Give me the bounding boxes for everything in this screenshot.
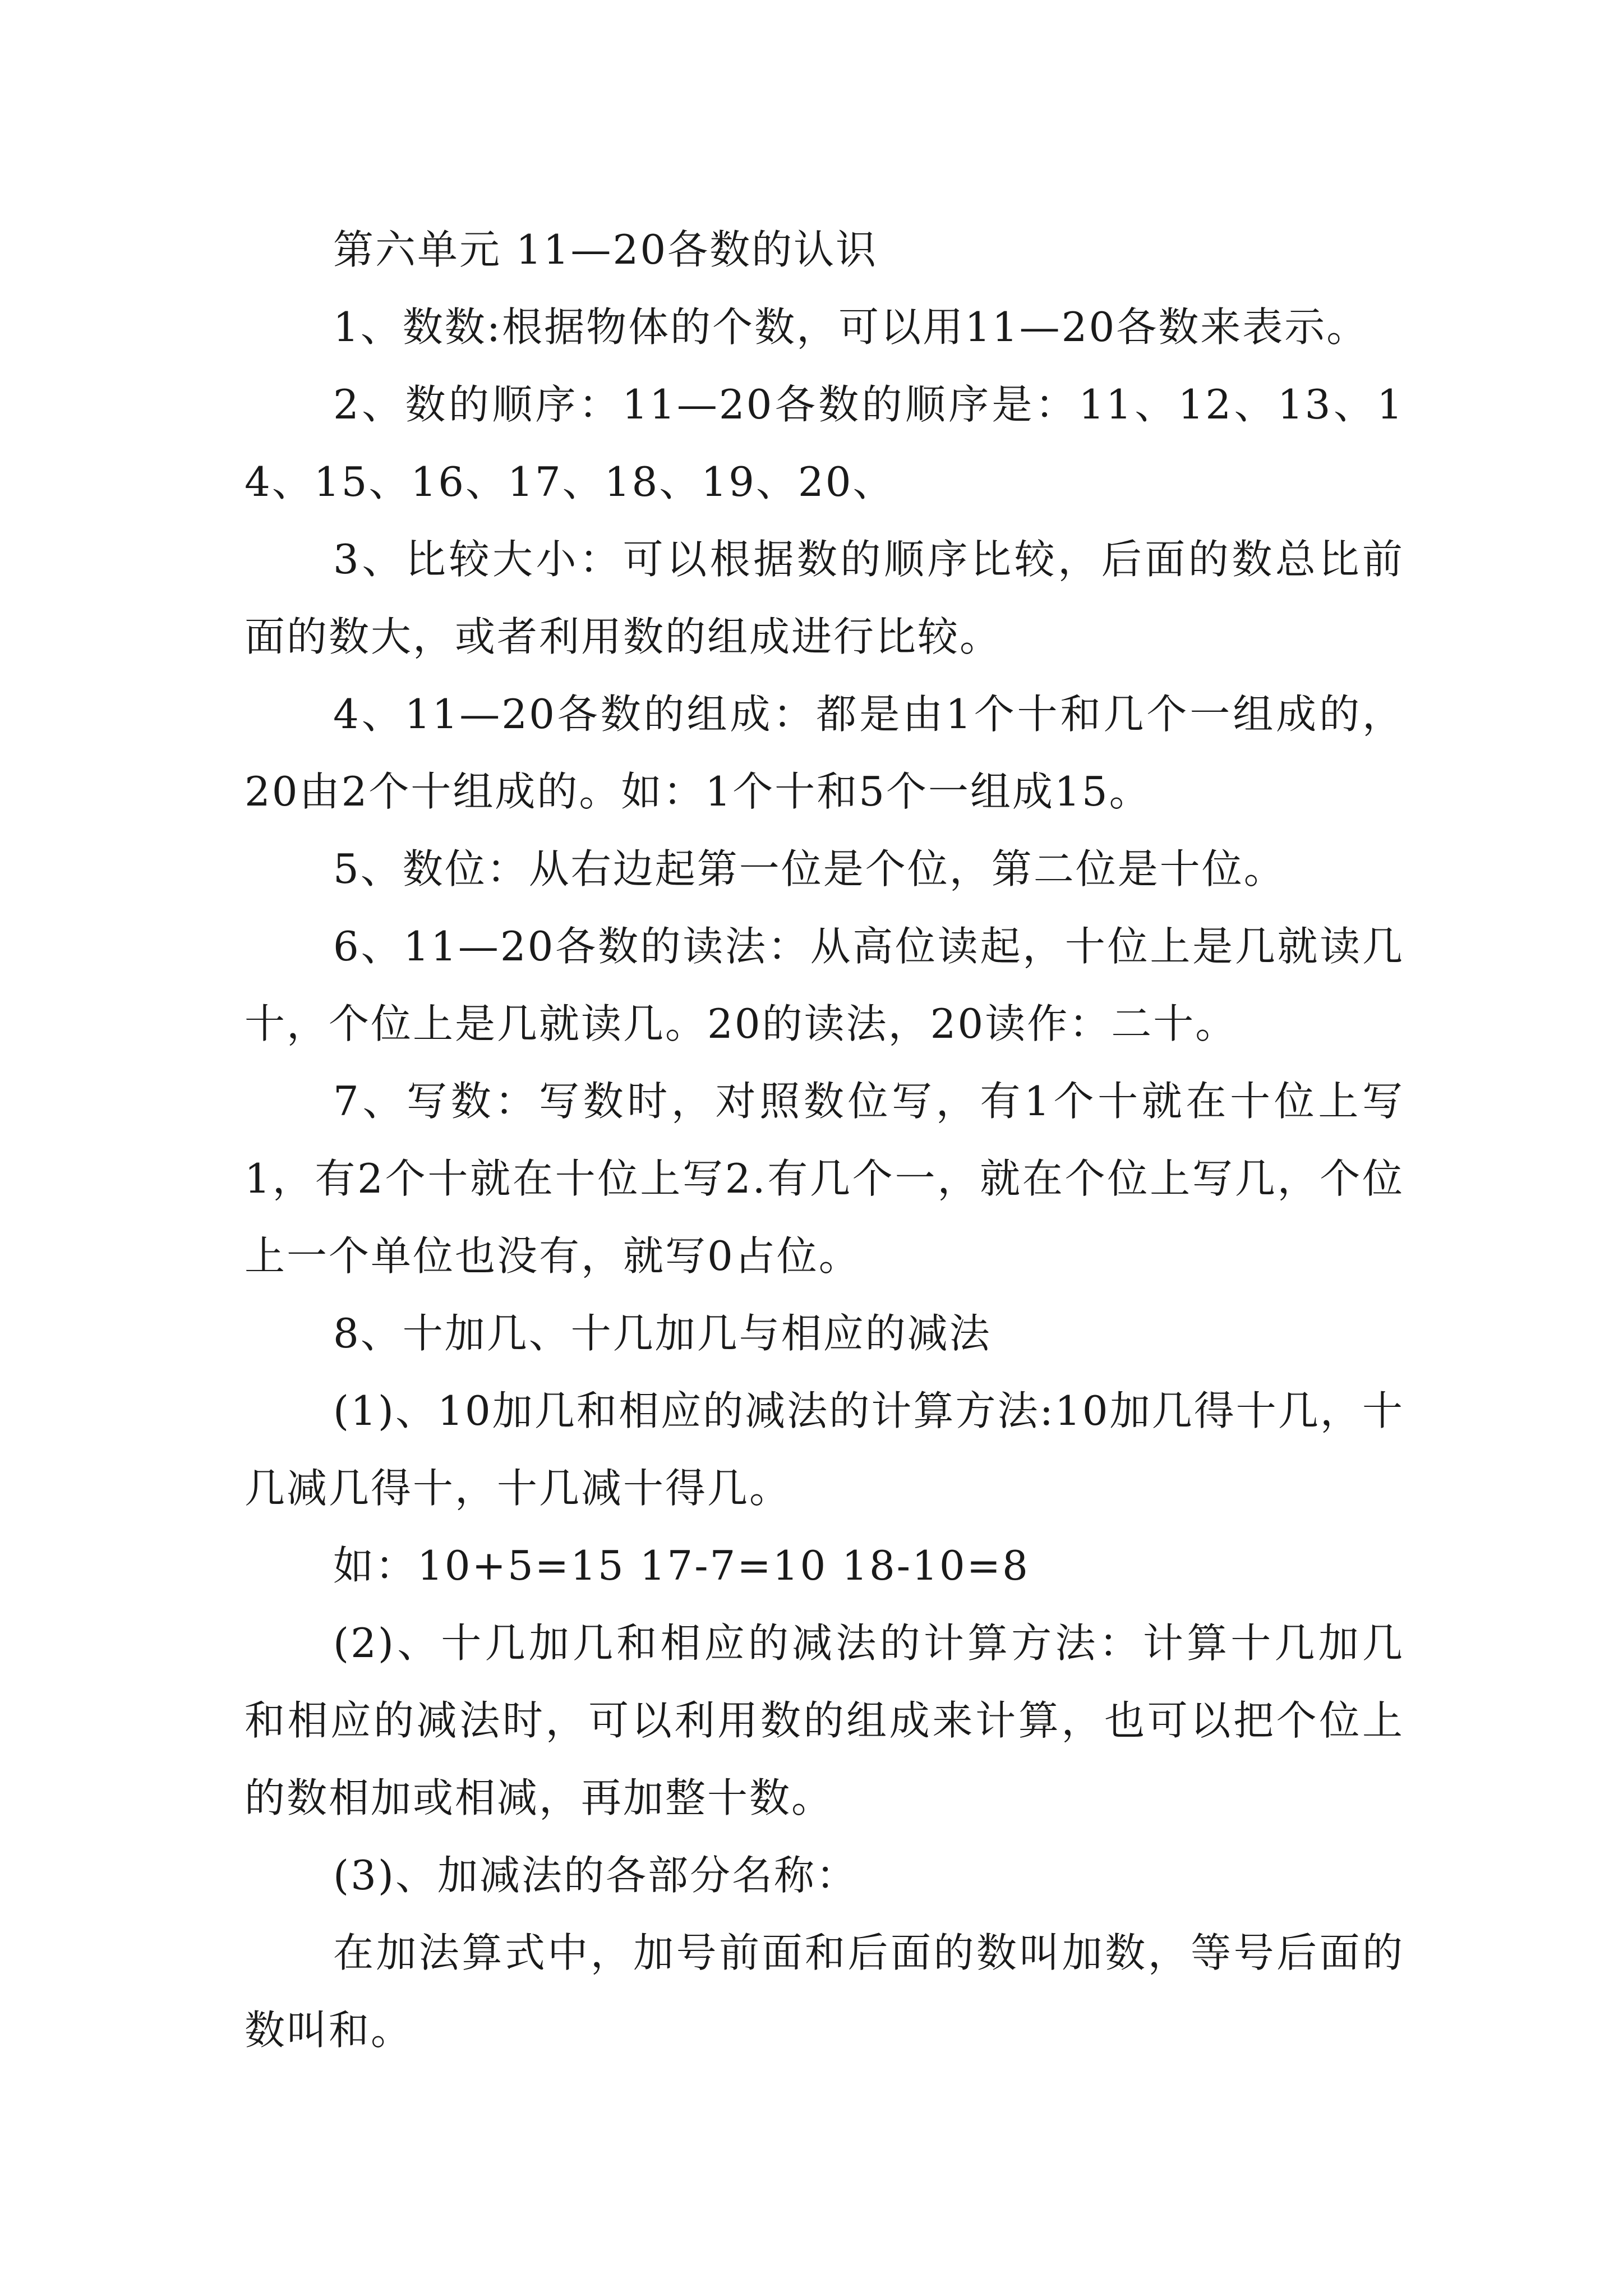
document-title: 第六单元 11—20各数的认识 — [333, 226, 878, 273]
paragraph-reading: 6、11—20各数的读法：从高位读起，十位上是几就读几十，个位上是几就读几。20的读法，20读作：二十。 — [245, 923, 1404, 1047]
paragraph-addend-sum: 在加法算式中，加号前面和后面的数叫加数，等号后面的数叫和。 — [245, 1929, 1404, 2054]
paragraph-method-2: (2)、十几加几和相应的减法的计算方法：计算十几加几和相应的减法时，可以利用数的组成来计算，也可以把个位上的数相加或相减，再加整十数。 — [245, 1619, 1404, 1821]
paragraph-writing: 7、写数：写数时，对照数位写，有1个十就在十位上写1，有2个十就在十位上写2.有几个一，就在个位上写几，个位上一个单位也没有，就写0占位。 — [245, 1078, 1404, 1280]
paragraph-counting: 1、数数:根据物体的个数，可以用11—20各数来表示。 — [333, 303, 1369, 351]
paragraph-example: 如：10+5=15 17-7=10 18-10=8 — [333, 1542, 1030, 1589]
paragraph-place-value: 5、数位：从右边起第一位是个位，第二位是十位。 — [333, 845, 1286, 892]
paragraph-addition-subtraction: 8、十加几、十几加几与相应的减法 — [333, 1310, 992, 1357]
document-body — [245, 211, 1404, 2069]
paragraph-composition: 4、11—20各数的组成：都是由1个十和几个一组成的，20由2个十组成的。如：1个十和5个一组成15。 — [245, 691, 1404, 815]
paragraph-parts-names: (3)、加减法的各部分名称： — [333, 1852, 858, 1899]
paragraph-method-1: (1)、10加几和相应的减法的计算方法:10加几得十几，十几减几得十，十几减十得几。 — [245, 1387, 1404, 1512]
paragraph-order: 2、数的顺序：11—20各数的顺序是：11、12、13、14、15、16、17、18、19、20、 — [245, 381, 1404, 505]
paragraph-compare: 3、比较大小：可以根据数的顺序比较，后面的数总比前面的数大，或者利用数的组成进行比较。 — [245, 536, 1404, 660]
